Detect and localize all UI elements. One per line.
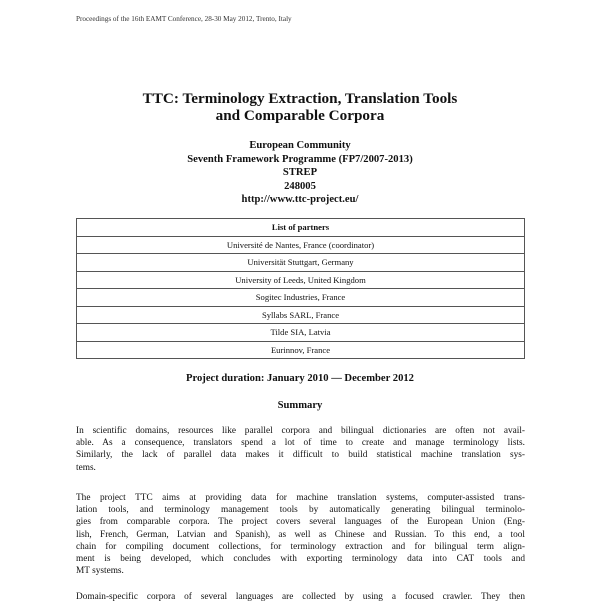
project-meta bbox=[0, 139, 600, 207]
text-line: able. As a consequence, translators spend a lot of time to create and manage terminology lists. bbox=[76, 438, 525, 449]
summary-heading: Summary bbox=[277, 400, 323, 411]
partner-item: Universität Stuttgart, Germany bbox=[77, 254, 525, 272]
text-line: lation tools, and terminology management tools by automatically generating bilingual terminolo- bbox=[76, 505, 525, 516]
title-line-2: and Comparable Corpora bbox=[215, 107, 385, 124]
text-line: lish, French, German, Latvian and Spanish), as well as Chinese and Russian. To this end, a tool bbox=[76, 529, 525, 540]
text-line: tems. bbox=[76, 462, 96, 473]
text-line: In scientific domains, resources like parallel corpora and bilingual dictionaries are often not avail- bbox=[76, 426, 525, 436]
project-type: STREP bbox=[282, 167, 318, 178]
partner-item: Eurinnov, France bbox=[77, 341, 525, 359]
partner-item: Tilde SIA, Latvia bbox=[77, 324, 525, 342]
project-url: http://www.ttc-project.eu/ bbox=[241, 194, 359, 205]
title-line-1: TTC: Terminology Extraction, Translation Tools bbox=[142, 90, 458, 107]
text-line: chain for compiling document collections, for terminology extraction and for bilingual term align- bbox=[76, 541, 525, 552]
text-line: Similarly, the lack of parallel data makes it difficult to build statistical machine translation sys- bbox=[76, 450, 525, 461]
text-line: MT systems. bbox=[76, 566, 124, 577]
proceedings-header: Proceedings of the 16th EAMT Conference, 28-30 May 2012, Trento, Italy bbox=[76, 15, 292, 23]
text-line: ment is being developed, which concludes with exporting terminology data into CAT tools and bbox=[76, 554, 525, 565]
summary-paragraph-1 bbox=[76, 425, 525, 474]
summary-paragraph-3 bbox=[76, 591, 525, 603]
project-number: 248005 bbox=[284, 180, 316, 192]
text-line: The project TTC aims at providing data for machine translation systems, computer-assisted trans- bbox=[76, 493, 525, 503]
community: European Community bbox=[249, 140, 351, 151]
partner-item: Sogitec Industries, France bbox=[77, 289, 525, 307]
text-line: gies from comparable corpora. The project covers several languages of the European Union (Eng- bbox=[76, 517, 525, 528]
project-duration: Project duration: January 2010 — December 2012 bbox=[186, 373, 414, 384]
partners-table bbox=[76, 218, 525, 359]
text-line: Domain-specific corpora of several languages are collected by using a focused crawler. They then bbox=[76, 592, 525, 602]
partner-item: University of Leeds, United Kingdom bbox=[77, 271, 525, 289]
summary-paragraph-2 bbox=[76, 492, 525, 577]
programme: Seventh Framework Programme (FP7/2007-2013) bbox=[187, 153, 413, 165]
partner-item: Syllabs SARL, France bbox=[77, 306, 525, 324]
partner-item: Université de Nantes, France (coordinator) bbox=[77, 236, 525, 254]
paper-title bbox=[0, 90, 600, 124]
partners-heading: List of partners bbox=[77, 219, 525, 237]
